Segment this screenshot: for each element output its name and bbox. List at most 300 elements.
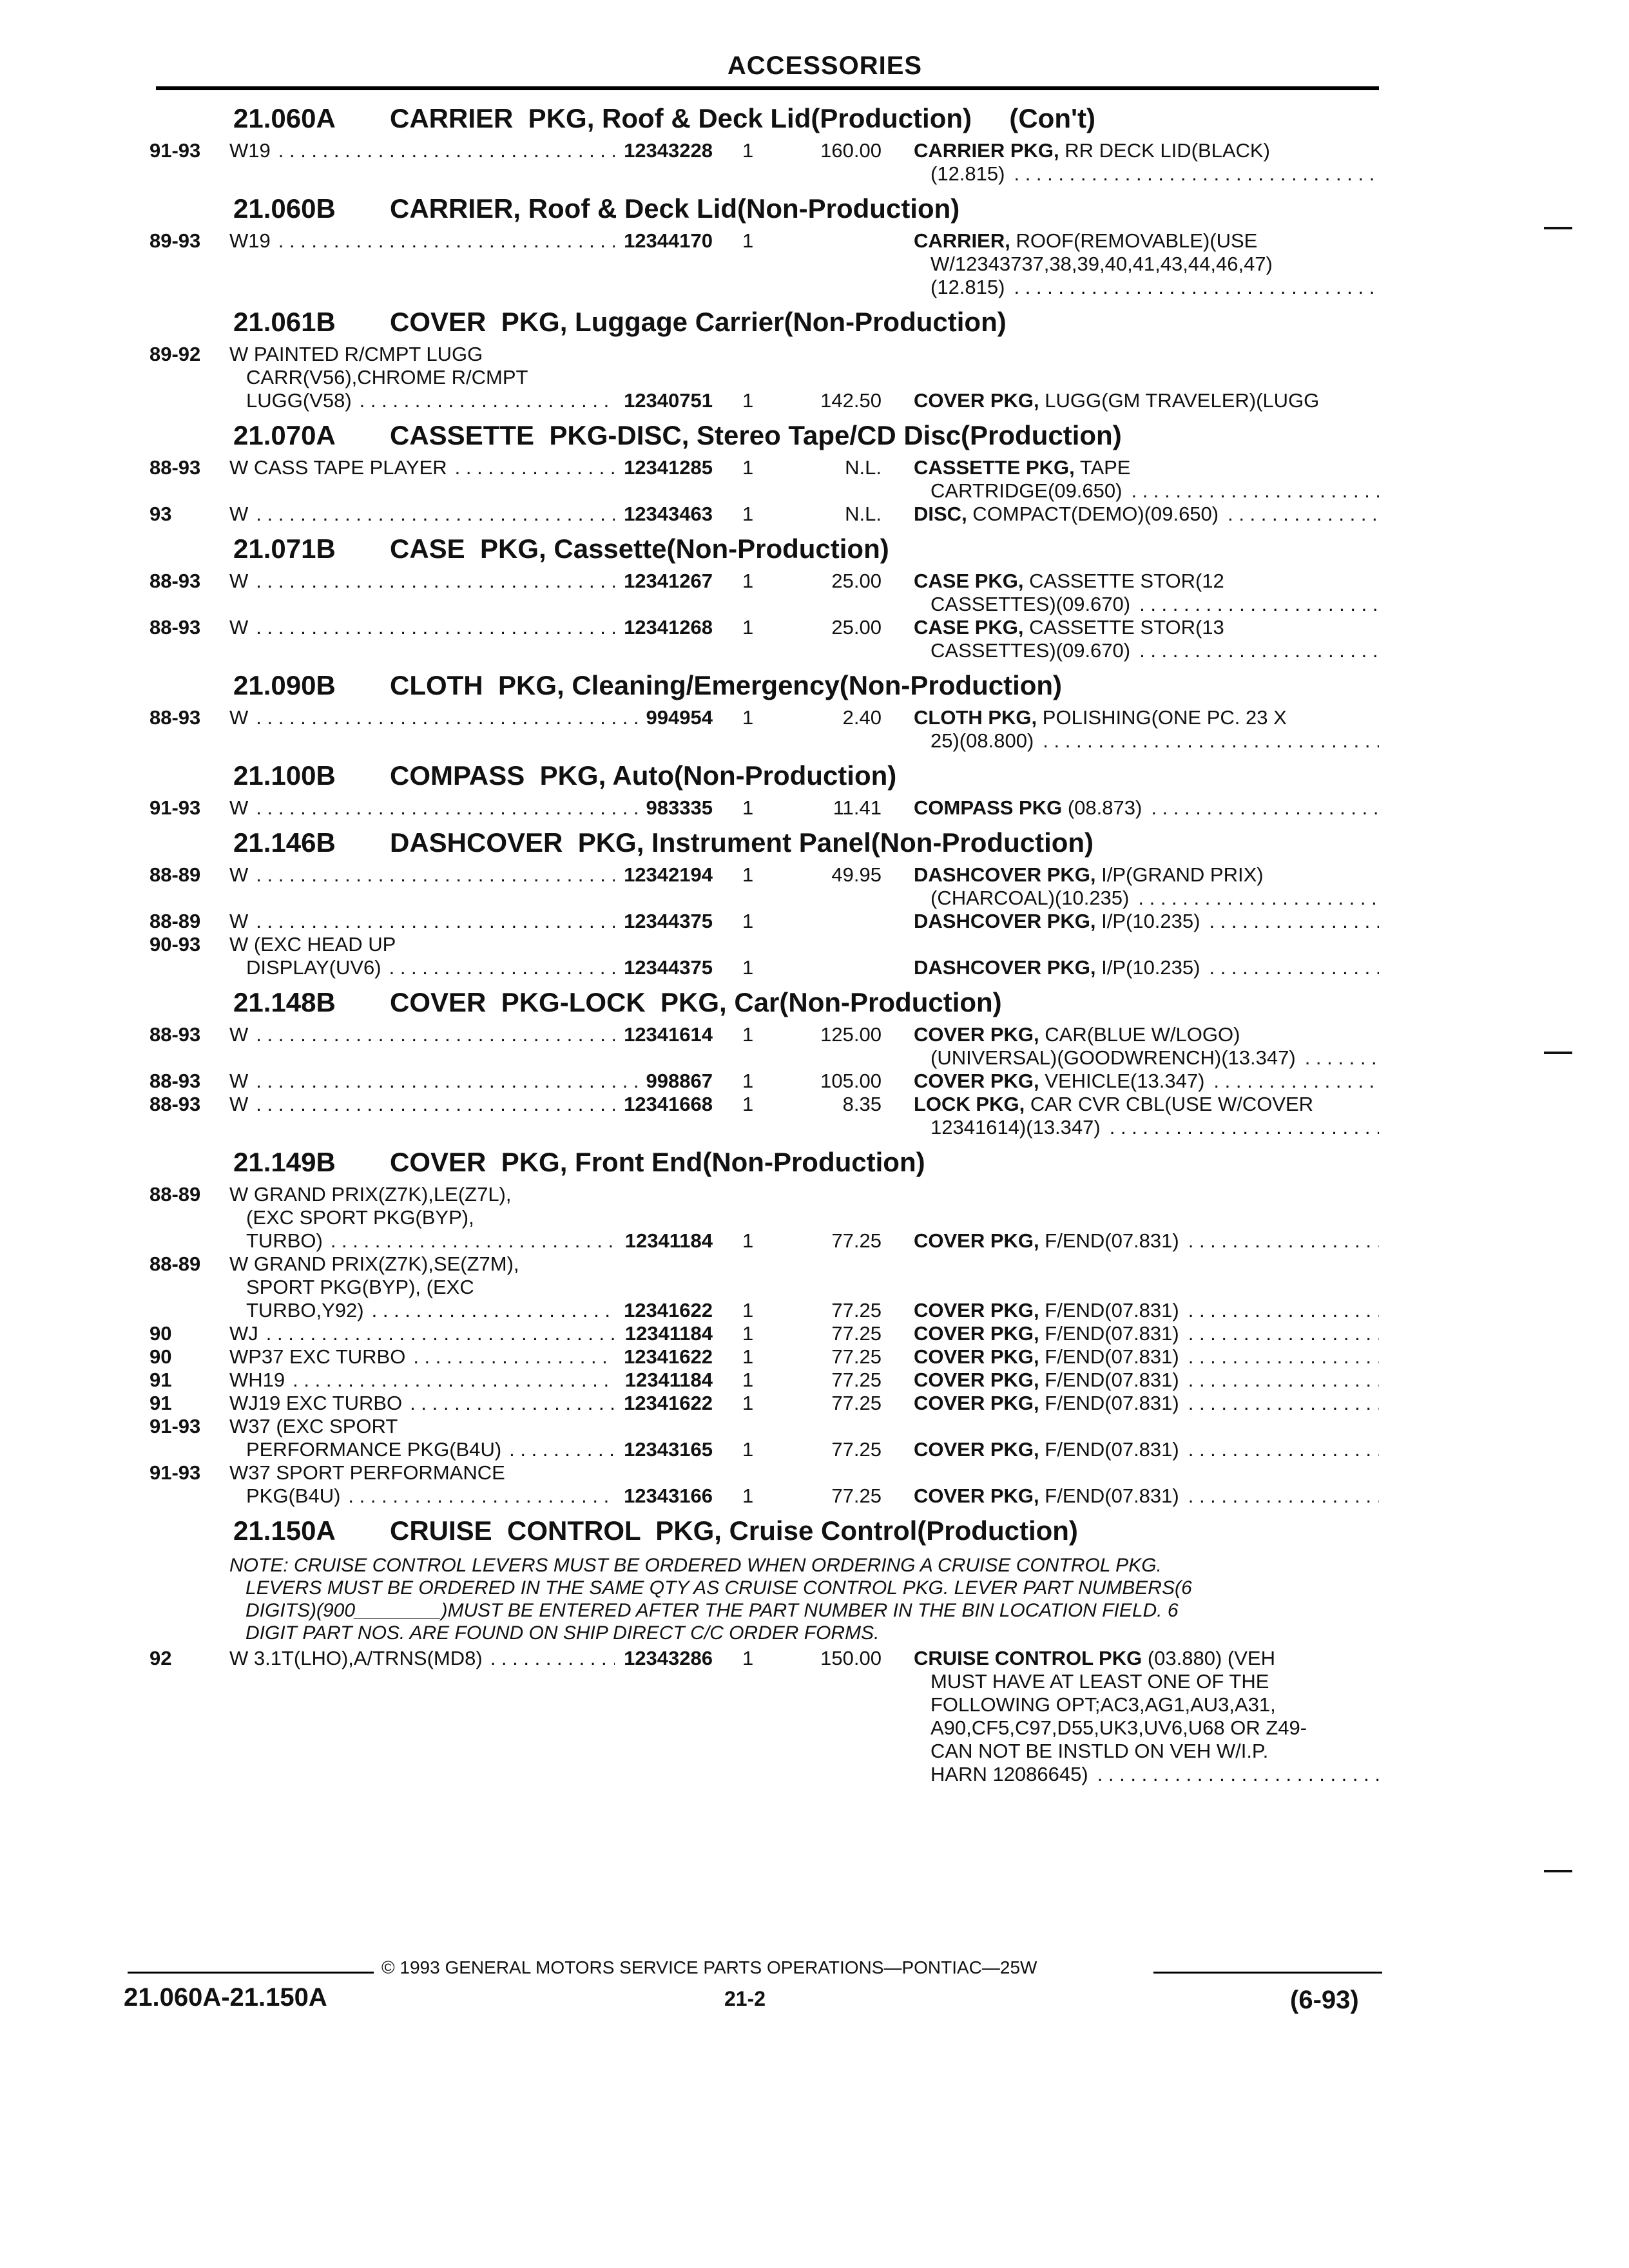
model-years: 91: [149, 1369, 172, 1391]
model-years: 91-93: [149, 1415, 201, 1437]
description: [914, 1229, 1179, 1253]
part-number: 12341268: [624, 616, 713, 639]
price: 77.25: [831, 1438, 882, 1461]
quantity: 1: [742, 1229, 754, 1252]
description-text: FOLLOWING OPT;AC3,AG1,AU3,A31,: [930, 1693, 1276, 1716]
dot-leader: [1131, 479, 1379, 503]
usage-code: W GRAND PRIX(Z7K),LE(Z7L),: [229, 1183, 512, 1206]
description-text: (CHARCOAL)(10.235): [930, 887, 1130, 909]
description-text: I/P(10.235): [1095, 910, 1200, 932]
description-keyword: DASHCOVER PKG,: [914, 956, 1096, 979]
usage-code: W37 (EXC SPORT: [229, 1415, 398, 1437]
part-row-line: [0, 1070, 1629, 1093]
usage-code: SPORT PKG(BYP), (EXC: [246, 1276, 474, 1298]
description-text: 12341614)(13.347): [930, 1116, 1101, 1139]
part-row-line: [0, 1046, 1629, 1070]
dot-leader: [372, 1299, 615, 1322]
part-row-line: [0, 956, 1629, 979]
part-row-line: [0, 162, 1629, 186]
description: [930, 479, 1122, 503]
dot-leader: [1305, 1046, 1379, 1070]
section-number: 21.090B: [233, 670, 336, 700]
description: [914, 570, 1224, 593]
section-heading: [0, 760, 1629, 796]
dot-leader: [1188, 1392, 1379, 1415]
description: [914, 1299, 1179, 1322]
part-number: 994954: [646, 706, 713, 729]
dot-leader: [256, 1093, 615, 1116]
description: [930, 276, 1005, 299]
part-row-line: [0, 639, 1629, 662]
model-years: 90: [149, 1345, 172, 1368]
section-number: 21.148B: [233, 987, 336, 1017]
dot-leader: [256, 570, 615, 593]
part-number: 12341267: [624, 570, 713, 592]
section-note: [0, 1554, 1629, 1644]
price: 8.35: [842, 1093, 882, 1115]
model-years: 91: [149, 1392, 172, 1414]
quantity: 1: [742, 706, 754, 729]
model-years: 88-93: [149, 1023, 201, 1046]
quantity: 1: [742, 1485, 754, 1507]
model-years: 90-93: [149, 933, 201, 956]
section-title: COVER PKG, Front End(Non-Production): [390, 1147, 925, 1177]
header-rule: [156, 86, 1379, 90]
description-text: (03.880) (VEH: [1142, 1647, 1275, 1669]
section-title: CASSETTE PKG-DISC, Stereo Tape/CD Disc(Production): [390, 420, 1122, 450]
quantity: 1: [742, 1438, 754, 1461]
part-row-line: [0, 1093, 1629, 1116]
description: [914, 863, 1264, 887]
section-heading: [0, 420, 1629, 456]
part-row-line: [0, 1438, 1629, 1461]
description-text: F/END(07.831): [1039, 1322, 1179, 1345]
dot-leader: [1014, 162, 1379, 186]
part-row-line: [0, 1206, 1629, 1229]
description-keyword: COVER PKG,: [914, 1229, 1039, 1252]
dot-leader: [360, 389, 615, 412]
quantity: 1: [742, 1093, 754, 1115]
part-row-line: [0, 503, 1629, 526]
price: 25.00: [831, 616, 882, 639]
description: [914, 389, 1319, 412]
part-row-line: [0, 1392, 1629, 1415]
description-text: F/END(07.831): [1039, 1369, 1179, 1391]
usage-code: W19: [229, 139, 271, 162]
description: [930, 1763, 1088, 1786]
part-row-line: [0, 729, 1629, 753]
dot-leader: [256, 1023, 615, 1046]
quantity: 1: [742, 229, 754, 252]
description: [930, 1716, 1307, 1740]
part-number: 12344170: [624, 229, 713, 252]
description: [930, 887, 1129, 910]
part-number: 12343286: [624, 1647, 713, 1669]
section-number: 21.061B: [233, 307, 336, 337]
description-keyword: CARRIER PKG,: [914, 139, 1059, 162]
quantity: 1: [742, 1647, 754, 1669]
description-text: CAR CVR CBL(USE W/COVER: [1025, 1093, 1314, 1115]
section-title: COVER PKG, Luggage Carrier(Non-Production): [390, 307, 1007, 337]
model-years: 88-89: [149, 863, 201, 886]
description: [930, 253, 1273, 276]
usage-code: WJ: [229, 1322, 258, 1345]
usage-code: CARR(V56),CHROME R/CMPT: [246, 366, 528, 389]
model-years: 89-93: [149, 229, 201, 252]
description-text: HARN 12086645): [930, 1763, 1088, 1785]
description-text: I/P(GRAND PRIX): [1095, 863, 1264, 886]
part-row-line: [0, 1253, 1629, 1276]
note-line: NOTE: CRUISE CONTROL LEVERS MUST BE ORDERED WHEN ORDERING A CRUISE CONTROL PKG.: [229, 1555, 1162, 1576]
model-years: 88-89: [149, 1183, 201, 1206]
description: [914, 1023, 1240, 1046]
part-number: 12341285: [624, 456, 713, 479]
usage-code: W: [229, 1093, 249, 1115]
description-text: (UNIVERSAL)(GOODWRENCH)(13.347): [930, 1046, 1296, 1069]
usage-code: W: [229, 570, 249, 592]
note-line: DIGITS)(900________)MUST BE ENTERED AFTER THE PART NUMBER IN THE BIN LOCATION FIELD. 6: [229, 1600, 1179, 1621]
description: [914, 1093, 1313, 1116]
footer-rule-right: [1153, 1972, 1382, 1974]
part-number: 12343463: [624, 503, 713, 525]
footer-copyright: © 1993 GENERAL MOTORS SERVICE PARTS OPERATIONS—PONTIAC—25W: [381, 1957, 1037, 1977]
model-years: 88-93: [149, 570, 201, 592]
description: [930, 729, 1034, 753]
part-row-line: [0, 1116, 1629, 1139]
part-row-line: [0, 1670, 1629, 1693]
part-row-line: [0, 1276, 1629, 1299]
usage-code: W CASS TAPE PLAYER: [229, 456, 447, 479]
model-years: 88-93: [149, 1093, 201, 1115]
price: 77.25: [831, 1322, 882, 1345]
usage-code: WH19: [229, 1369, 285, 1391]
footer-section-range: 21.060A-21.150A: [124, 1983, 327, 2012]
usage-code: W: [229, 910, 249, 932]
description-text: F/END(07.831): [1039, 1485, 1179, 1507]
model-years: 88-93: [149, 456, 201, 479]
description: [914, 616, 1224, 639]
description-keyword: COVER PKG,: [914, 1369, 1039, 1391]
model-years: 90: [149, 1322, 172, 1345]
dot-leader: [256, 706, 637, 729]
section-title: COMPASS PKG, Auto(Non-Production): [390, 760, 897, 791]
description-text: F/END(07.831): [1039, 1299, 1179, 1321]
description: [930, 1046, 1296, 1070]
dot-leader: [256, 1070, 637, 1093]
margin-tick: [1544, 1870, 1572, 1872]
part-row-line: [0, 389, 1629, 412]
usage-code: W: [229, 503, 249, 525]
dot-leader: [1188, 1229, 1379, 1253]
page-header: [0, 52, 1629, 81]
dot-leader: [1188, 1369, 1379, 1392]
section-heading: [0, 987, 1629, 1023]
quantity: 1: [742, 910, 754, 932]
description-text: 25)(08.800): [930, 729, 1034, 752]
part-row-line: [0, 1485, 1629, 1508]
description-keyword: CASE PKG,: [914, 616, 1024, 639]
part-row-line: [0, 1647, 1629, 1670]
dot-leader: [1209, 956, 1379, 979]
description: [930, 1693, 1276, 1716]
section-number: 21.060A: [233, 103, 336, 133]
section-title: CLOTH PKG, Cleaning/Emergency(Non-Production): [390, 670, 1063, 700]
part-row-line: [0, 706, 1629, 729]
description-text: F/END(07.831): [1039, 1345, 1179, 1368]
description-text: I/P(10.235): [1095, 956, 1200, 979]
dot-leader: [1139, 593, 1379, 616]
price: 11.41: [833, 796, 882, 819]
note-line: LEVERS MUST BE ORDERED IN THE SAME QTY AS CRUISE CONTROL PKG. LEVER PART NUMBERS(6: [229, 1577, 1192, 1599]
part-row-line: [0, 910, 1629, 933]
price: N.L.: [845, 503, 882, 525]
part-number: 12341622: [624, 1345, 713, 1368]
dot-leader: [256, 616, 615, 639]
section-number: 21.100B: [233, 760, 336, 791]
quantity: 1: [742, 1345, 754, 1368]
description-keyword: COVER PKG,: [914, 1485, 1039, 1507]
description-keyword: COVER PKG,: [914, 389, 1039, 412]
description: [914, 796, 1142, 820]
description-text: F/END(07.831): [1039, 1229, 1179, 1252]
part-number: 12343166: [624, 1485, 713, 1507]
description: [914, 1392, 1179, 1415]
part-number: 12341184: [624, 1322, 713, 1345]
description-keyword: CARRIER,: [914, 229, 1010, 252]
model-years: 88-93: [149, 616, 201, 639]
part-row-line: [0, 1415, 1629, 1438]
dot-leader: [256, 863, 615, 887]
note-line: DIGIT PART NOS. ARE FOUND ON SHIP DIRECT C/C ORDER FORMS.: [229, 1622, 880, 1644]
description: [914, 1345, 1179, 1369]
price: 49.95: [831, 863, 882, 886]
quantity: 1: [742, 956, 754, 979]
dot-leader: [256, 796, 637, 820]
price: 142.50: [820, 389, 882, 412]
description-text: (12.815): [930, 162, 1005, 185]
part-number: 12341622: [624, 1392, 713, 1414]
part-row-line: [0, 933, 1629, 956]
description-keyword: DASHCOVER PKG,: [914, 863, 1096, 886]
price: 77.25: [831, 1299, 882, 1321]
description: [914, 956, 1200, 979]
dot-leader: [348, 1485, 615, 1508]
model-years: 88-93: [149, 1070, 201, 1092]
usage-code: W: [229, 616, 249, 639]
section-title: DASHCOVER PKG, Instrument Panel(Non-Production): [390, 827, 1094, 858]
section-number: 21.146B: [233, 827, 336, 858]
price: 160.00: [820, 139, 882, 162]
usage-code: W PAINTED R/CMPT LUGG: [229, 343, 483, 365]
section-title: CARRIER, Roof & Deck Lid(Non-Production): [390, 193, 960, 224]
part-row-line: [0, 1716, 1629, 1740]
part-number: 12341622: [624, 1299, 713, 1321]
part-number: 12340751: [624, 389, 713, 412]
description: [914, 456, 1130, 479]
dot-leader: [331, 1229, 616, 1253]
usage-code: W: [229, 706, 249, 729]
description: [914, 139, 1270, 162]
description-keyword: COVER PKG,: [914, 1070, 1039, 1092]
part-row-line: [0, 887, 1629, 910]
usage-code: (EXC SPORT PKG(BYP),: [246, 1206, 474, 1229]
usage-code: WP37 EXC TURBO: [229, 1345, 406, 1368]
part-number: 12341184: [624, 1229, 713, 1252]
description-keyword: DASHCOVER PKG,: [914, 910, 1096, 932]
part-row-line: [0, 1740, 1629, 1763]
description-text: (12.815): [930, 276, 1005, 298]
section-heading: [0, 1147, 1629, 1183]
section-heading: [0, 103, 1629, 139]
quantity: 1: [742, 456, 754, 479]
dot-leader: [1209, 910, 1379, 933]
model-years: 91-93: [149, 1461, 201, 1484]
description: [914, 1369, 1179, 1392]
part-number: 12344375: [624, 956, 713, 979]
section-number: 21.150A: [233, 1515, 336, 1546]
quantity: 1: [742, 1299, 754, 1321]
description: [914, 910, 1200, 933]
model-years: 88-89: [149, 1253, 201, 1275]
dot-leader: [256, 910, 615, 933]
dot-leader: [1228, 503, 1379, 526]
part-number: 12342194: [624, 863, 713, 886]
dot-leader: [1014, 276, 1379, 299]
description: [914, 1438, 1179, 1461]
usage-code: W19: [229, 229, 271, 252]
dot-leader: [1043, 729, 1379, 753]
part-row-line: [0, 1763, 1629, 1786]
description-text: TAPE: [1074, 456, 1131, 479]
description-keyword: COVER PKG,: [914, 1023, 1039, 1046]
description-keyword: LOCK PKG,: [914, 1093, 1025, 1115]
price: 77.25: [831, 1229, 882, 1252]
part-row-line: [0, 1299, 1629, 1322]
quantity: 1: [742, 503, 754, 525]
usage-code: DISPLAY(UV6): [246, 956, 381, 979]
part-row-line: [0, 1023, 1629, 1046]
part-number: 998867: [646, 1070, 713, 1092]
usage-code: LUGG(V58): [246, 389, 352, 412]
description: [930, 639, 1130, 662]
quantity: 1: [742, 863, 754, 886]
part-row-line: [0, 593, 1629, 616]
part-row-line: [0, 479, 1629, 503]
part-row-line: [0, 570, 1629, 593]
model-years: 93: [149, 503, 172, 525]
description-text: CAN NOT BE INSTLD ON VEH W/I.P.: [930, 1740, 1269, 1762]
section-title: CRUISE CONTROL PKG, Cruise Control(Production): [390, 1515, 1078, 1546]
dot-leader: [278, 139, 615, 162]
usage-code: W 3.1T(LHO),A/TRNS(MD8): [229, 1647, 483, 1669]
description-keyword: COVER PKG,: [914, 1345, 1039, 1368]
part-row-line: [0, 1369, 1629, 1392]
description: [914, 229, 1257, 253]
section-title: COVER PKG-LOCK PKG, Car(Non-Production): [390, 987, 1002, 1017]
quantity: 1: [742, 1070, 754, 1092]
description-text: A90,CF5,C97,D55,UK3,UV6,U68 OR Z49-: [930, 1716, 1307, 1739]
description: [914, 706, 1287, 729]
price: 125.00: [820, 1023, 882, 1046]
model-years: 89-92: [149, 343, 201, 365]
description-keyword: CLOTH PKG,: [914, 706, 1037, 729]
dot-leader: [1188, 1345, 1379, 1369]
description: [930, 1670, 1269, 1693]
usage-code: W GRAND PRIX(Z7K),SE(Z7M),: [229, 1253, 519, 1275]
description-text: CAR(BLUE W/LOGO): [1039, 1023, 1240, 1046]
description-text: MUST HAVE AT LEAST ONE OF THE: [930, 1670, 1269, 1693]
description-text: ROOF(REMOVABLE)(USE: [1010, 229, 1258, 252]
dot-leader: [1213, 1070, 1379, 1093]
dot-leader: [1188, 1438, 1379, 1461]
dot-leader: [1138, 887, 1379, 910]
description-keyword: CASE PKG,: [914, 570, 1024, 592]
description: [914, 1647, 1275, 1670]
price: 150.00: [820, 1647, 882, 1669]
part-row-line: [0, 276, 1629, 299]
part-row-line: [0, 456, 1629, 479]
part-number: 12344375: [624, 910, 713, 932]
part-number: 12341184: [624, 1369, 713, 1391]
footer-date: (6-93): [1290, 1986, 1359, 2014]
part-number: 12343165: [624, 1438, 713, 1461]
quantity: 1: [742, 1023, 754, 1046]
footer-page-number: 21-2: [724, 1987, 766, 2010]
usage-code: WJ19 EXC TURBO: [229, 1392, 403, 1414]
dot-leader: [389, 956, 615, 979]
dot-leader: [293, 1369, 616, 1392]
section-number: 21.071B: [233, 533, 336, 564]
dot-leader: [1188, 1299, 1379, 1322]
description: [930, 1740, 1268, 1763]
description-keyword: DISC,: [914, 503, 967, 525]
part-row-line: [0, 1693, 1629, 1716]
usage-code: W: [229, 796, 249, 819]
description: [914, 1485, 1179, 1508]
usage-code: TURBO): [246, 1229, 323, 1252]
description-keyword: COVER PKG,: [914, 1322, 1039, 1345]
description-text: CASSETTE STOR(12: [1023, 570, 1224, 592]
description-text: RR DECK LID(BLACK): [1059, 139, 1270, 162]
quantity: 1: [742, 139, 754, 162]
part-row-line: [0, 229, 1629, 253]
dot-leader: [278, 229, 615, 253]
quantity: 1: [742, 1392, 754, 1414]
section-heading: [0, 193, 1629, 229]
usage-code: PERFORMANCE PKG(B4U): [246, 1438, 502, 1461]
description-text: CASSETTES)(09.670): [930, 639, 1131, 662]
section-heading: [0, 533, 1629, 570]
quantity: 1: [742, 1322, 754, 1345]
description-text: CASSETTE STOR(13: [1023, 616, 1224, 639]
price: 77.25: [831, 1392, 882, 1414]
price: 2.40: [842, 706, 882, 729]
model-years: 92: [149, 1647, 172, 1669]
section-title: CASE PKG, Cassette(Non-Production): [390, 533, 889, 564]
page-title: ACCESSORIES: [727, 52, 923, 80]
price: 77.25: [831, 1485, 882, 1507]
part-row-line: [0, 343, 1629, 366]
section-title: CARRIER PKG, Roof & Deck Lid(Production) (Con't): [390, 103, 1095, 133]
description-text: VEHICLE(13.347): [1039, 1070, 1205, 1092]
section-number: 21.149B: [233, 1147, 336, 1177]
description-keyword: CASSETTE PKG,: [914, 456, 1075, 479]
usage-code: W: [229, 1070, 249, 1092]
description-text: (08.873): [1062, 796, 1142, 819]
description-text: W/12343737,38,39,40,41,43,44,46,47): [930, 253, 1273, 275]
dot-leader: [1097, 1763, 1379, 1786]
margin-tick: [1544, 227, 1572, 229]
